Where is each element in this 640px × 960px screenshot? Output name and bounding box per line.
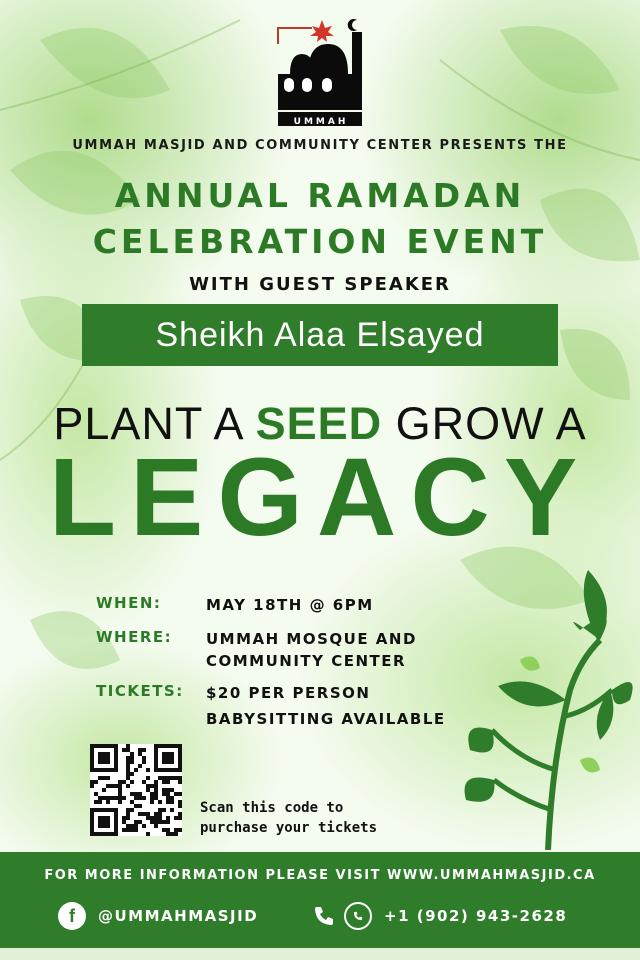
speaker-name: Sheikh Alaa Elsayed [155, 315, 485, 354]
phone-number: +1 (902) 943-2628 [384, 907, 568, 925]
qr-code-icon[interactable] [90, 744, 182, 836]
bottom-strip [0, 948, 640, 960]
presents-line: UMMAH MASJID AND COMMUNITY CENTER PRESENTS THE [72, 138, 568, 153]
qr-caption-line1: Scan this code to [200, 800, 344, 816]
social-handle[interactable] [58, 902, 258, 930]
guest-speaker-label: WITH GUEST SPEAKER [189, 274, 451, 295]
tagline-part1: PLANT A [53, 398, 256, 449]
contact-phone[interactable] [312, 902, 567, 930]
qr-code-graphic [90, 744, 182, 836]
footer [0, 852, 640, 948]
phone-icon [312, 904, 336, 928]
footer-website-info[interactable]: FOR MORE INFORMATION PLEASE VISIT WWW.UMMAHMASJID.CA [44, 868, 596, 883]
tagline-legacy: LEGACY [48, 436, 592, 559]
detail-value: UMMAH MOSQUE AND COMMUNITY CENTER [206, 630, 417, 670]
detail-value: MAY 18TH @ 6PM [206, 596, 374, 614]
event-title-line1: ANNUAL RAMADAN [114, 176, 526, 215]
whatsapp-icon [344, 902, 372, 930]
tagline-seed: SEED [255, 398, 383, 449]
speaker-banner [82, 304, 558, 366]
detail-value: BABYSITTING AVAILABLE [206, 710, 446, 728]
qr-caption-line2: purchase your tickets [200, 820, 378, 836]
detail-label: TICKETS: [96, 682, 184, 700]
logo [272, 14, 370, 126]
mosque-logo-icon [272, 14, 370, 126]
detail-value: $20 PER PERSON [206, 684, 371, 702]
social-handle-text: @UMMAHMASJID [98, 907, 259, 925]
event-title-line2: CELEBRATION EVENT [92, 222, 548, 261]
detail-label: WHEN: [96, 594, 162, 612]
detail-label: WHERE: [96, 628, 173, 646]
logo-text: UMMAH [293, 117, 349, 127]
tagline-part2: GROW A [382, 398, 587, 449]
facebook-icon[interactable]: f [58, 902, 86, 930]
qr-caption [200, 798, 460, 838]
